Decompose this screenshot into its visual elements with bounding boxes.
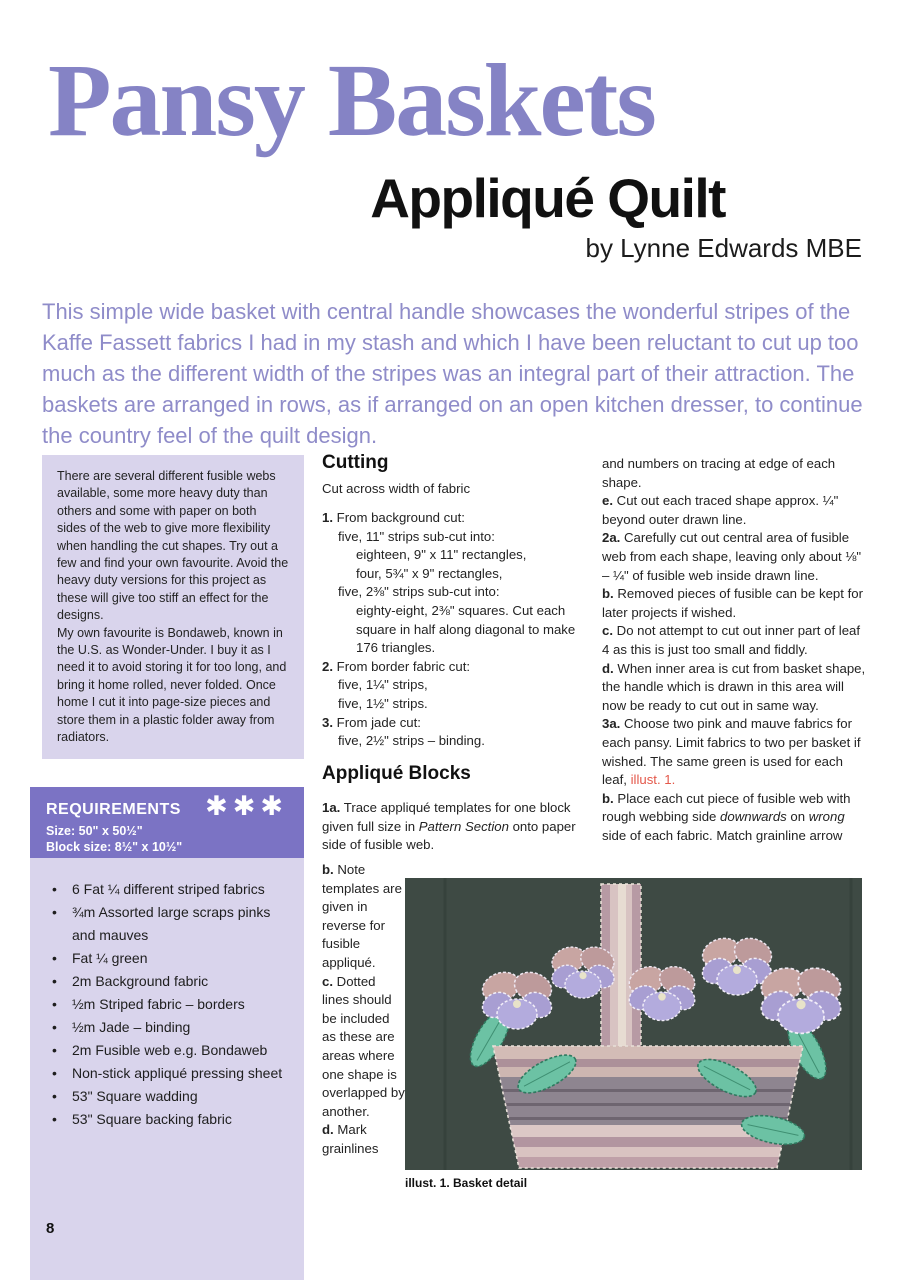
tip-paragraph: My own favourite is Bondaweb, known in the U.S. as Wonder-Under. I buy it as I need it to avoid storing it for too long, and bring it home rolled, never folded. Once home I cut it into page-size pieces and store them in a plastic folder away from radiators.: [57, 625, 287, 745]
requirement-item: • ½m Jade – binding: [48, 1016, 288, 1039]
requirements-list: [48, 878, 288, 1131]
page-subtitle: Appliqué Quilt: [370, 167, 725, 229]
requirements-header-row: [46, 791, 288, 823]
requirement-item: • ½m Striped fabric – borders: [48, 993, 288, 1016]
cutting-line: five, 2½" strips – binding.: [338, 733, 485, 749]
basket-body: [485, 1046, 815, 1170]
paragraph: 1a. Trace appliqué templates for one block given full size in Pattern Section onto paper side of fusible web.: [322, 800, 576, 853]
requirements-heading: REQUIREMENTS: [46, 800, 181, 818]
requirement-item: • Fat ¼ green: [48, 947, 288, 970]
cutting-line: 3. From jade cut:: [322, 714, 421, 730]
requirement-item: • 53" Square wadding: [48, 1085, 288, 1108]
requirement-item: • 2m Background fabric: [48, 970, 288, 993]
paragraph: 3a. Choose two pink and mauve fabrics for each pansy. Limit fabrics to two per basket if wished. The same green is used for each leaf, illust. 1.: [602, 716, 861, 788]
paragraph: b. Removed pieces of fusible can be kept for later projects if wished.: [602, 586, 863, 620]
cutting-line: five, 11" strips sub-cut into:: [338, 528, 495, 544]
paragraph: d. When inner area is cut from basket shape, the handle which is drawn in this area will now be ready to cut out in same way.: [602, 660, 866, 713]
tip-paragraph: There are several different fusible webs available, some more heavy duty than others and some with paper on both sides of the web to give more flexibility when handling the cut shapes. Try out a few and find your own favourite. Avoid the heavy duty versions for this project as these will give too stiff an effect for the designs.: [57, 469, 289, 623]
tip-box: [42, 455, 304, 759]
photo-caption: illust. 1. Basket detail: [405, 1176, 528, 1190]
requirement-item: • 53" Square backing fabric: [48, 1108, 288, 1131]
cutting-subheading: Cut across width of fabric: [322, 481, 471, 496]
requirements-block-size: Block size: 8½" x 10½": [46, 840, 183, 854]
requirements-header: [30, 787, 304, 858]
paragraph: c. Do not attempt to cut out inner part of leaf 4 as this is just too small and fiddly.: [602, 623, 861, 657]
requirement-item: • ¾m Assorted large scraps pinks and mauves: [48, 901, 288, 947]
paragraph: d. Mark grainlines: [322, 1122, 379, 1156]
requirement-item: • 6 Fat ¼ different striped fabrics: [48, 878, 288, 901]
applique-side-text: [322, 861, 406, 1159]
cutting-line: eighteen, 9" x 11" rectangles,: [356, 547, 527, 563]
stars-icon: ✱✱✱: [205, 791, 288, 821]
cutting-line: five, 2⅜" strips sub-cut into:: [338, 584, 500, 600]
requirements-panel: [30, 858, 304, 1280]
cutting-list: [322, 509, 594, 751]
intro-paragraph: This simple wide basket with central handle showcases the wonderful stripes of the Kaffe Fassett fabrics I had in my stash and which I have been reluctant to cut up too much as the different width of the stripes was an integral part of their attraction. The baskets are arranged in rows, as if arranged on an open kitchen dresser, to continue the country feel of the quilt design.: [42, 299, 863, 448]
page-number: 8: [46, 1220, 55, 1237]
right-column-text: [602, 455, 870, 845]
cutting-line: four, 5¾" x 9" rectangles,: [356, 565, 503, 581]
paragraph: b. Place each cut piece of fusible web with rough webbing side downwards on wrong side of each fabric. Match grainline arrow: [602, 790, 851, 843]
basket-photo-graphic: [405, 878, 862, 1170]
cutting-line: 1. From background cut:: [322, 510, 465, 525]
paragraph: e. Cut out each traced shape approx. ¼" beyond outer drawn line.: [602, 493, 839, 527]
basket-detail-photo: [405, 878, 862, 1170]
cutting-line: 2. From border fabric cut:: [322, 658, 471, 674]
paragraph: and numbers on tracing at edge of each shape.: [602, 456, 836, 490]
page-title: Pansy Baskets: [48, 43, 655, 158]
applique-heading: Appliqué Blocks: [322, 763, 471, 784]
cutting-heading: Cutting: [322, 452, 389, 473]
byline: by Lynne Edwards MBE: [585, 233, 862, 263]
paragraph: 2a. Carefully cut out central area of fusible web from each shape, leaving only about ⅛" – ¼" of fusible web inside drawn line.: [602, 530, 862, 583]
requirement-item: • Non-stick appliqué pressing sheet: [48, 1062, 288, 1085]
cutting-line: eighty-eight, 2⅜" squares. Cut each square in half along diagonal to make 176 triangles.: [356, 602, 576, 656]
requirements-size: Size: 50" x 50½": [46, 824, 143, 838]
applique-intro: [322, 799, 594, 855]
requirement-item: • 2m Fusible web e.g. Bondaweb: [48, 1039, 288, 1062]
paragraph: c. Dotted lines should be included as these are areas where one shape is overlapped by another.: [322, 973, 405, 1119]
paragraph: b. Note templates are given in reverse for fusible appliqué.: [322, 862, 402, 970]
cutting-line: five, 1½" strips.: [338, 695, 428, 711]
cutting-line: five, 1¼" strips,: [338, 677, 428, 693]
